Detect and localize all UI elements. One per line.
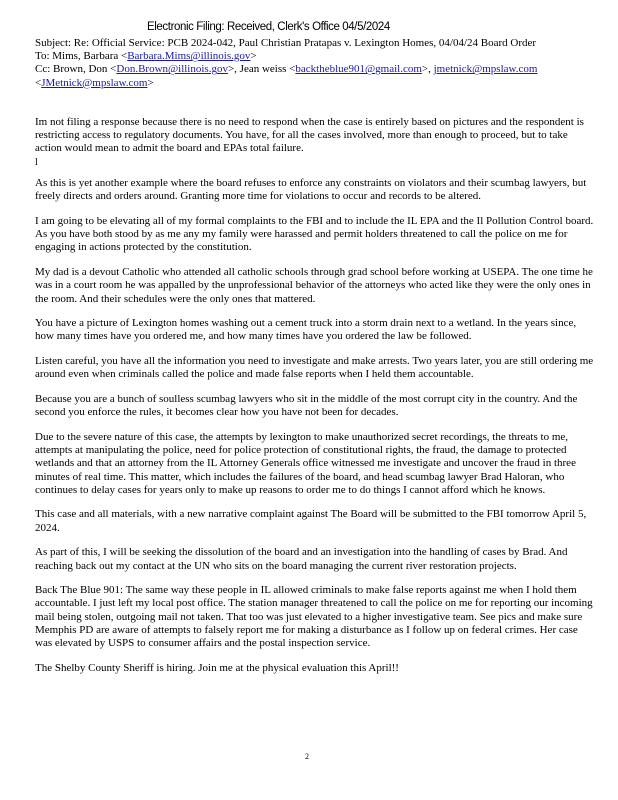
cc-email-link[interactable]: jmetnick@mpslaw.com — [433, 63, 538, 76]
email-header — [35, 37, 595, 90]
paragraph: I am going to be elevating all of my formal complaints to the FBI and to include the IL EPA and the Il Pollution Control board. As you have both stood by as me any my family were harassed and permit holders threatened to call the police on me for engaging in actions protected by the constitution. — [35, 215, 594, 254]
paragraph: Because you are a bunch of soulless scumbag lawyers who sit in the middle of the most corrupt city in the country. And the second you enforce the rules, it becomes clear how you have not been for decades. — [35, 393, 578, 419]
paragraph: As this is yet another example where the board refuses to enforce any constraints on violators and their scumbag lawyers, but freely directs and orders around. Granting more time for violations to occur and records to be altered. — [35, 177, 587, 203]
email-body — [35, 116, 595, 687]
cc-line-continued — [35, 77, 595, 90]
cc-separator: >, Jean weiss < — [227, 63, 296, 76]
subject-line: Subject: Re: Official Service: PCB 2024-042, Paul Christian Pratapas v. Lexington Homes, 04/04/24 Board Order — [35, 37, 537, 49]
paragraph: You have a picture of Lexington homes washing out a cement truck into a storm drain next to a wetland. In the years since, how many times have you ordered me, and how many times have you ordered the law be followed. — [35, 317, 577, 343]
stray-mark: l — [35, 157, 38, 169]
paragraph: Listen careful, you have all the information you need to investigate and make arrests. Two years later, you are still ordering me around even when criminals called the police and made false reports when I held them accountable. — [35, 355, 594, 381]
paragraph: My dad is a devout Catholic who attended all catholic schools through grad school before working at USEPA. The one time he was in a court room he was appalled by the unprofessional behavior of the attorneys who acted like they were the only ones in the room. And their schedules were the only ones that mattered. — [35, 266, 593, 305]
cc-prefix: Cc: Brown, Don < — [35, 63, 117, 76]
paragraph: Im not filing a response because there is no need to respond when the case is entirely based on pictures and the respondent is restricting access to regulatory documents. You have, for all the cases involved, more than enough to proceed, but to take action would mean to admit the board and EPAs total failure. — [35, 116, 584, 155]
paragraph: As part of this, I will be seeking the dissolution of the board and an investigation into the handling of cases by Brad. And reaching back out my contact at the UN who sits on the board managing the current river restoration projects. — [35, 546, 568, 572]
to-suffix: > — [250, 50, 257, 63]
to-email-link[interactable]: Barbara.Mims@illinois.gov — [127, 50, 251, 63]
cc-separator: >, — [421, 63, 434, 76]
page-number: 2 — [305, 752, 309, 761]
cc-line — [35, 63, 595, 76]
cc-suffix: > — [147, 76, 154, 89]
to-line — [35, 50, 595, 63]
paragraph: Due to the severe nature of this case, the attempts by lexington to make unauthorized secret recordings, the threats to me, attempts at manipulating the police, need for police protection of constitutional rights, the fraud, the damage to protected wetlands and that an attorney from the IL Attorney Generals office witnessed me investigate and uncover the fraud in three minutes of real time. This matter, which includes the failures of the board, and head scumbag lawyer Brad Haloran, who continues to delay cases for years only to make up reasons to order me to do things I cannot afford which he knows. — [35, 430, 576, 496]
cc-email-link[interactable]: Don.Brown@illinois.gov — [116, 63, 228, 76]
paragraph: This case and all materials, with a new narrative complaint against The Board will be submitted to the FBI tomorrow April 5, 2024. — [35, 508, 587, 534]
cc-email-link[interactable]: JMetnick@mpslaw.com — [41, 76, 148, 89]
cc-separator: < — [35, 76, 42, 89]
efiling-stamp: Electronic Filing: Received, Clerk's Office 04/5/2024 — [147, 21, 390, 33]
paragraph: Back The Blue 901: The same way these people in IL allowed criminals to make false reports against me when I hold them accountable. I just left my local post office. The station manager threatened to call the police on me for reporting our incoming mail being stolen, outgoing mail not taken. That too was just elevated to a higher investigative team. See pics and make sure Memphis PD are aware of attempts to falsely report me for making a disturbance as I follow up on federal crimes. Her case was elevated by USPS to consumer affairs and the postal inspection service. — [35, 584, 593, 650]
paragraph: The Shelby County Sheriff is hiring. Join me at the physical evaluation this April!! — [35, 661, 399, 674]
to-prefix: To: Mims, Barbara < — [35, 50, 128, 63]
cc-email-link[interactable]: backtheblue901@gmail.com — [295, 63, 422, 76]
